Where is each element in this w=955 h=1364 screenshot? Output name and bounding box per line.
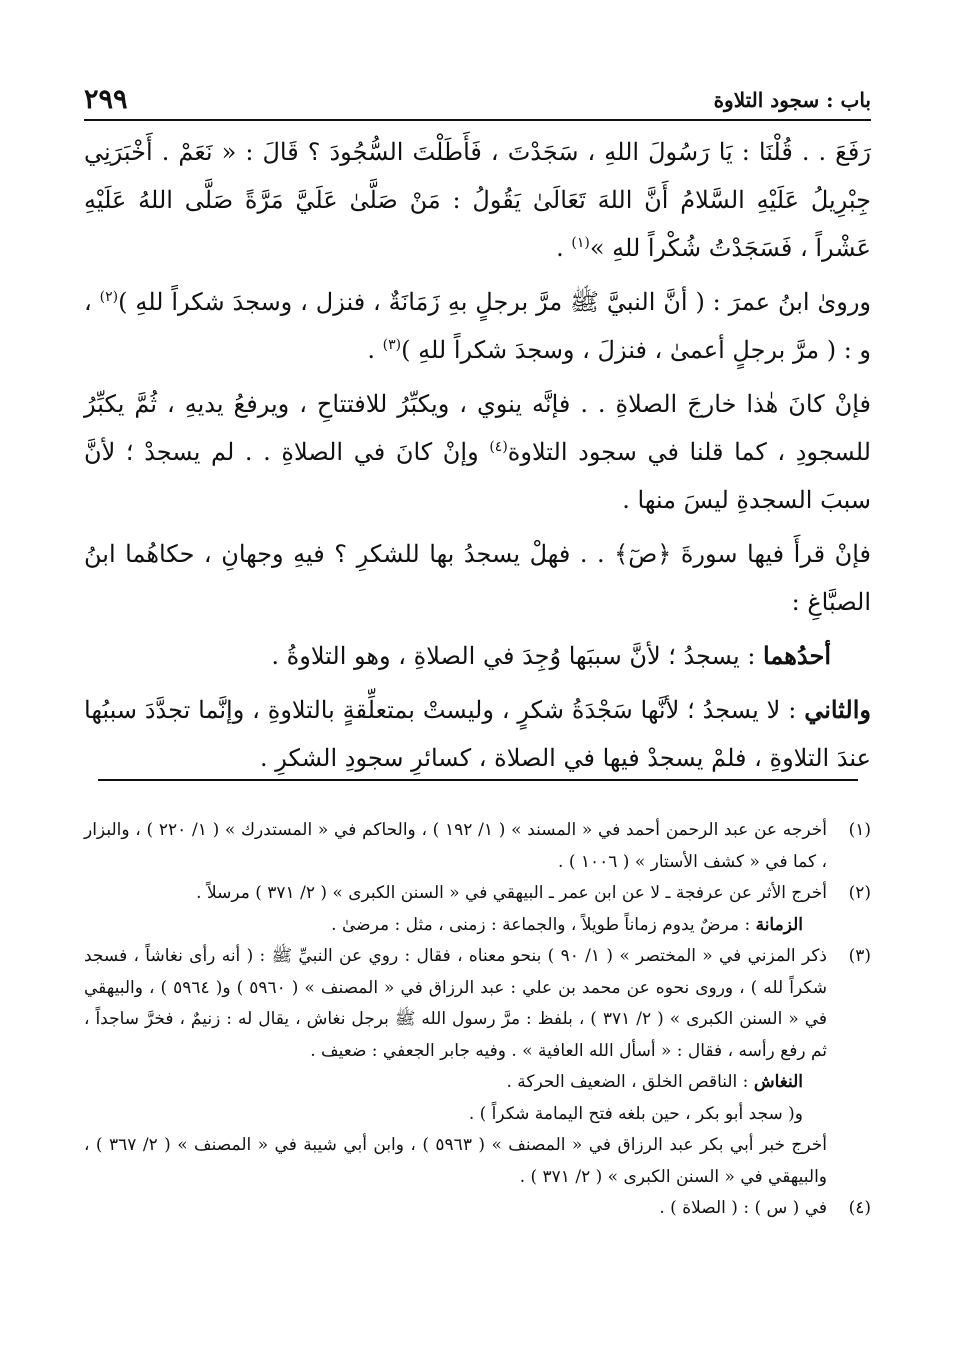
footnote-2-gloss-lead: الزمانة	[755, 914, 803, 935]
paragraph-3-text-b: وإنْ كانَ في الصلاةِ . . لم يسجدْ ؛ لأنَّ سببَ السجدةِ ليسَ منها .	[84, 438, 871, 514]
footnote-1-text: أخرجه عن عبد الرحمن أحمد في « المسند » ( ١/ ١٩٢ ) ، والحاكم في « المستدرك » ( ١/ ٢٢٠ ) ، والبزار ، كما في « كشف الأستار » ( ١٠٠٦ ) .	[84, 820, 827, 872]
footnote-2-gloss-text: : مرضٌ يدوم زماناً طويلاً ، والجماعة : زمنى ، مثل : مرضىٰ .	[331, 914, 756, 935]
footnote-3-gloss-text: : الناقص الخلق ، الضعيف الحركة .	[506, 1072, 754, 1092]
paragraph-2-text-b: ، و : ( مرَّ برجلٍ أعمىٰ ، فنزلَ ، وسجدَ شكراً للهِ )	[84, 288, 871, 364]
paragraph-4	[84, 530, 871, 626]
footnote-1-number: (١)	[848, 820, 871, 840]
paragraph-1-end: .	[556, 234, 572, 262]
footnote-3-gloss	[84, 1067, 827, 1099]
footnotes	[84, 815, 871, 1225]
paragraph-1	[84, 128, 871, 272]
paragraph-2-end: .	[367, 336, 383, 364]
footnote-separator	[98, 779, 858, 781]
footnote-4	[84, 1193, 871, 1225]
paragraph-3	[84, 380, 871, 524]
footnote-ref-4[interactable]: (٤)	[489, 439, 508, 455]
page-header	[84, 84, 871, 118]
footnote-3-number: (٣)	[848, 946, 871, 966]
footnote-4-text: في ( س ) : ( الصلاة ) .	[659, 1198, 827, 1218]
paragraph-5-text: : يسجدُ ؛ لأنَّ سببَها وُجِدَ في الصلاةِ ، وهو التلاوةُ .	[271, 642, 764, 670]
footnote-4-number: (٤)	[848, 1198, 871, 1218]
paragraph-5	[84, 632, 871, 680]
footnote-2	[84, 878, 871, 941]
paragraph-6	[84, 686, 871, 782]
footnote-2-text: أخرج الأثر عن عرفجة ـ لا عن ابن عمر ـ البيهقي في « السنن الكبرى » ( ٢/ ٣٧١ ) مرسلاً .	[196, 883, 827, 903]
footnote-3	[84, 941, 871, 1193]
footnote-ref-3[interactable]: (٣)	[382, 337, 402, 353]
footnote-1	[84, 815, 871, 878]
footnote-3-gloss-lead: النغاش	[753, 1072, 803, 1092]
footnote-ref-2[interactable]: (٢)	[99, 289, 119, 305]
footnote-3-extra-2: أخرج خبر أبي بكر عبد الرزاق في « المصنف » ( ٥٩٦٣ ) ، وابن أبي شيبة في « المصنف » ( ٢/ ٣٦٧ ) ، والبيهقي في « السنن الكبرى » ( ٢/ ٣٧١ ) .	[84, 1135, 828, 1187]
main-text	[84, 128, 871, 788]
paragraph-6-lead: والثاني	[804, 695, 871, 724]
footnote-2-number: (٢)	[848, 883, 871, 903]
paragraph-2-text-a: وروىٰ ابنُ عمرَ : ( أنَّ النبيَّ ﷺ مرَّ برجلٍ بهِ زَمَانَةٌ ، فنزل ، وسجدَ شكراً للهِ )	[118, 288, 872, 316]
paragraph-6-text: : لا يسجدُ ؛ لأنَّها سَجْدَةُ شكرٍ ، وليستْ بمتعلِّقةٍ بالتلاوةِ ، وإنَّما تجدَّدَ سببُها عندَ التلاوةِ ، فلمْ يسجدْ فيها في الصلاة ، كسائرِ سجودِ الشكرِ .	[84, 696, 871, 772]
footnote-2-gloss	[84, 910, 827, 942]
footnote-3-text: ذكر المزني في « المختصر » ( ١/ ٩٠ ) بنحو معناه ، فقال : روي عن النبيِّ ﷺ : ( أنه رأى نغاشاً ، فسجد شكراً لله ) ، وروى نحوه عن محمد بن علي : عبد الرزاق في « المصنف » ( ٥٩٦٠ ) و( ٥٩٦٤ ) ، والبيهقي في « السنن الكبرى » ( ٢/ ٣٧١ ) ، بلفظ : مرَّ رسول الله ﷺ برجل نغاش ، يقال له : زنيمٌ ، فخرَّ ساجداً ، ثم رفع رأسه ، فقال : « أسأل الله العافية » . وفيه جابر الجعفي : ضعيف .	[84, 946, 827, 1061]
chapter-title: باب : سجود التلاوة	[713, 88, 871, 112]
header-rule	[84, 119, 871, 121]
footnote-3-extra-1: و( سجد أبو بكر ، حين بلغه فتح اليمامة شكراً ) .	[468, 1103, 803, 1124]
paragraph-4-text: فإنْ قرأَ فيها سورةَ ﴿صٓ﴾ . . فهلْ يسجدُ بها للشكرِ ؟ فيهِ وجهانِ ، حكاهُما ابنُ الصبَّاغِ :	[84, 540, 871, 616]
paragraph-5-lead: أحدُهما	[763, 641, 831, 670]
paragraph-2	[84, 278, 871, 374]
paragraph-1-text: رَفَعَ . . قُلْنَا : يَا رَسُولَ اللهِ ، سَجَدْتَ ، فَأَطَلْتَ السُّجُودَ ؟ قَالَ : « نَعَمْ . أَخْبَرَنِي جِبْرِيلُ عَلَيْهِ السَّلامُ أَنَّ اللهَ تَعَالَىٰ يَقُولُ : مَنْ صَلَّىٰ عَلَيَّ مَرَّةً صَلَّى اللهُ عَلَيْهِ عَشْراً ، فَسَجَدْتُ شُكْراً للهِ »	[84, 138, 871, 262]
page-number: ٢٩٩	[84, 84, 128, 115]
paragraph-3-text-a: فإنْ كانَ هٰذا خارجَ الصلاةِ . . فإنَّه ينوي ، ويكبِّرُ للافتتاحِ ، ويرفعُ يديهِ ، ثُمَّ يكبِّرُ للسجودِ ، كما قلنا في سجود التلاوة	[84, 390, 871, 466]
footnote-ref-1[interactable]: (١)	[571, 235, 590, 251]
